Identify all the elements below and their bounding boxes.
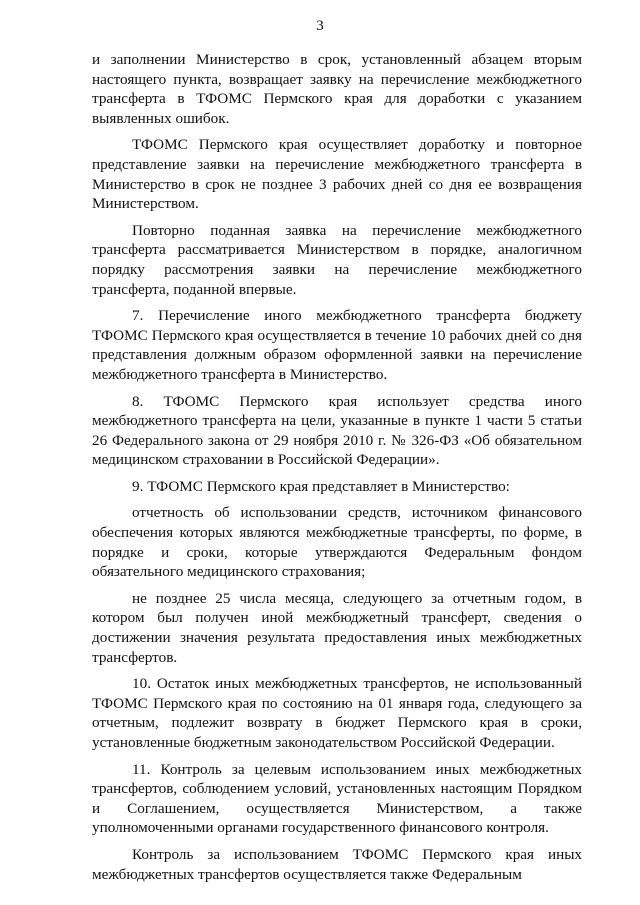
document-body [92, 50, 582, 891]
paragraph-item-10: 10. Остаток иных межбюджетных трансфертов, не использованный ТФОМС Пермского края по состоянию на 01 января года, следующего за отчетным, подлежит возврату в бюджет Пермского края в сроки, установленные бюджетным законодательством Российской Федерации. [92, 675, 582, 751]
paragraph-continuation: и заполнении Министерство в срок, установленный абзацем вторым настоящего пункта, возвращает заявку на перечисление межбюджетного трансферта в ТФОМС Пермского края для доработки с указанием выявленных ошибок. [92, 51, 582, 127]
paragraph-item-9-reporting: отчетность об использовании средств, источником финансового обеспечения которых являются межбюджетные трансферты, по форме, в порядке и сроки, которые утверждаются Федеральным фондом обязательного медицинского страхования; [92, 504, 582, 581]
paragraph-item-9: 9. ТФОМС Пермского края представляет в Министерство: [132, 477, 510, 495]
paragraph-item-7: 7. Перечисление иного межбюджетного трансферта бюджету ТФОМС Пермского края осуществляется в течение 10 рабочих дней со дня представления должным образом оформленной заявки на перечисление межбюджетного трансферта в Министерство. [92, 307, 582, 383]
paragraph-item-9-deadline: не позднее 25 числа месяца, следующего за отчетным годом, в котором был получен иной межбюджетный трансферт, сведения о достижении значения результата предоставления иных межбюджетных трансфертов. [92, 589, 582, 666]
paragraph-resubmission: Повторно поданная заявка на перечисление межбюджетного трансферта рассматривается Министерством в порядке, аналогичном порядку рассмотрения заявки на перечисление межбюджетного трансферта, поданной впервые. [92, 221, 582, 298]
paragraph-item-8: 8. ТФОМС Пермского края использует средства иного межбюджетного трансферта на цели, указанные в пункте 1 части 5 статьи 26 Федерального закона от 29 ноября 2010 г. № 326-ФЗ «Об обязательном медицинском страховании в Российской Федерации». [92, 392, 582, 469]
paragraph-item-11: 11. Контроль за целевым использованием иных межбюджетных трансфертов, соблюдением условий, установленных настоящим Порядком и Соглашением, осуществляется Министерством, а также уполномоченными органами государственного финансового контроля. [92, 760, 582, 837]
page-number: 3 [316, 18, 324, 34]
paragraph-control: Контроль за использованием ТФОМС Пермского края иных межбюджетных трансфертов осуществляется также Федеральным [92, 845, 582, 883]
paragraph-rework: ТФОМС Пермского края осуществляет доработку и повторное представление заявки на перечисление межбюджетного трансферта в Министерство в срок не позднее 3 рабочих дней со дня ее возвращения Министерством. [92, 136, 582, 213]
